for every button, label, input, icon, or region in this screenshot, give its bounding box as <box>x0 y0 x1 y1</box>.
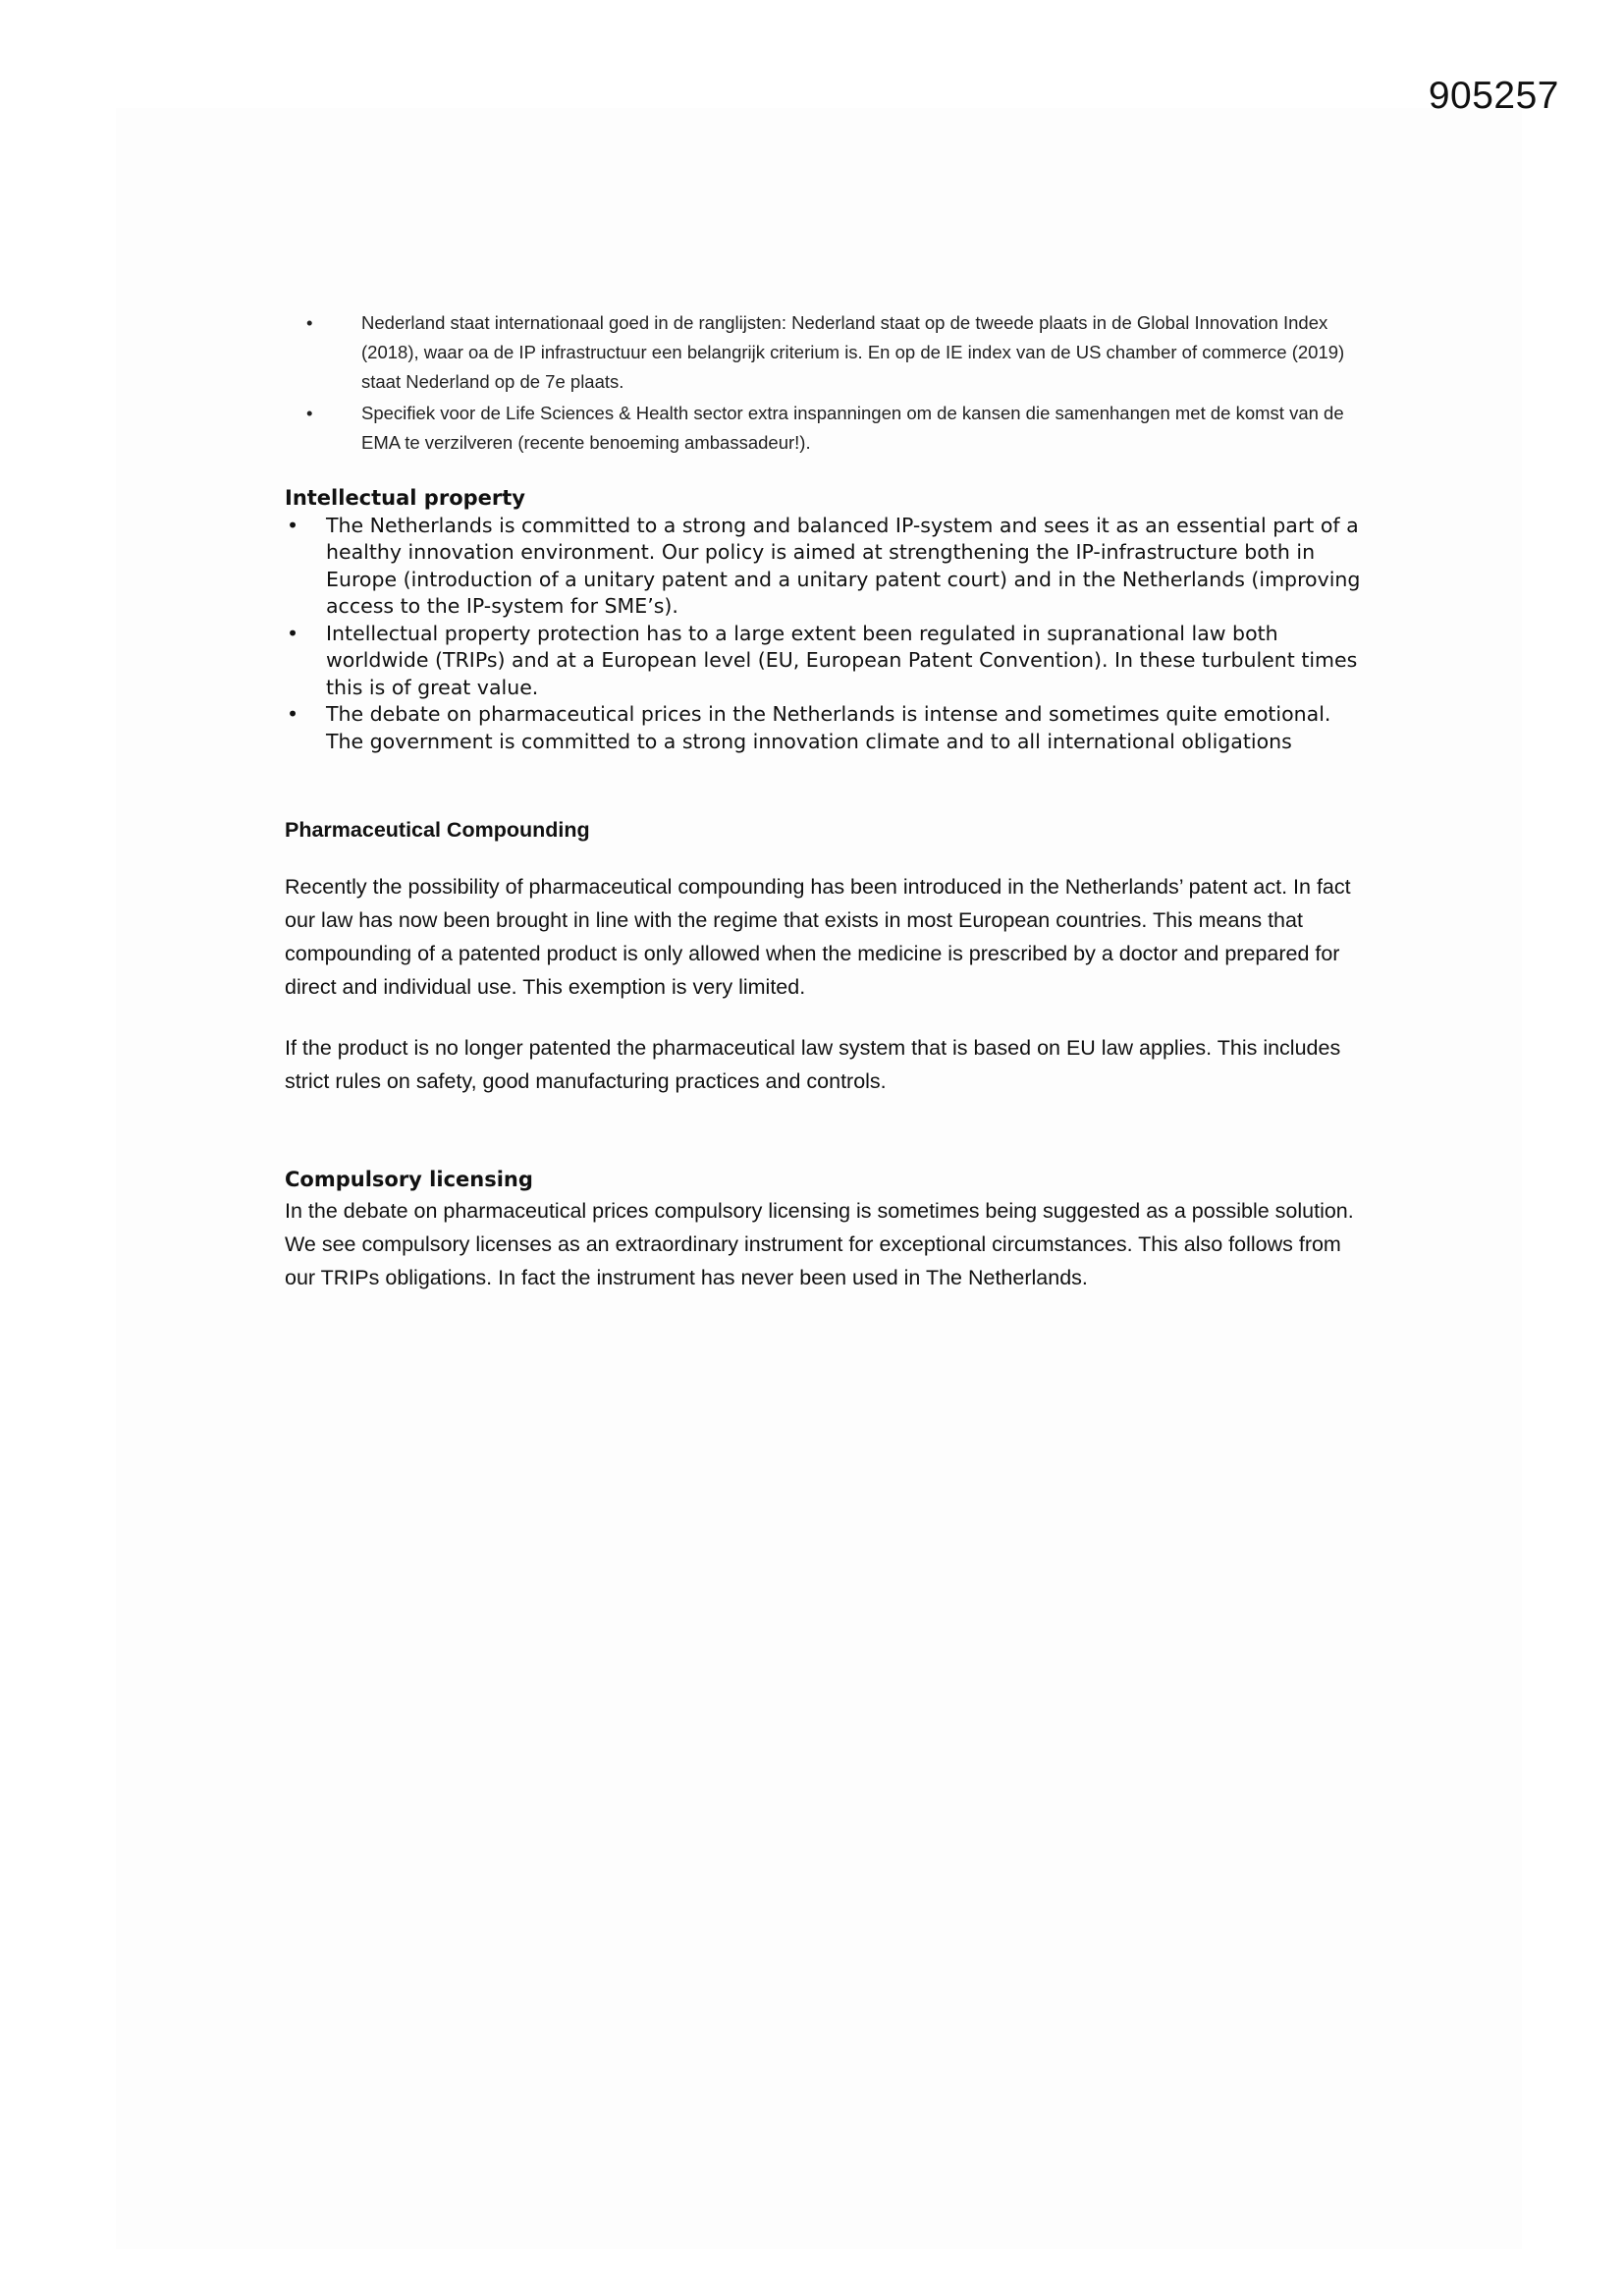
list-item-text: The debate on pharmaceutical prices in the Netherlands is intense and sometimes quite emotional. The government is committed to a strong innovation climate and to all international obligations <box>326 702 1331 753</box>
list-item <box>285 701 1375 755</box>
section-pharmaceutical-compounding <box>285 813 1365 1125</box>
paragraph: If the product is no longer patented the pharmaceutical law system that is based on EU law applies. This includes strict rules on safety, good manufacturing practices and controls. <box>285 1036 1341 1093</box>
dutch-bullet-list <box>306 308 1367 460</box>
list-item-text: The Netherlands is committed to a strong and balanced IP-system and sees it as an essential part of a healthy innovation environment. Our policy is aimed at strengthening the IP-infrastructure both in Europe (introduction of a unitary patent and a unitary patent court) and in the Netherlands (improving access to the IP-system for SME’s). <box>326 513 1361 618</box>
section-heading: Intellectual property <box>285 486 525 510</box>
list-item <box>285 621 1375 702</box>
list-item <box>306 308 1367 397</box>
paragraph: In the debate on pharmaceutical prices compulsory licensing is sometimes being suggested as a possible solution. We see compulsory licenses as an extraordinary instrument for exceptional circumstances. This also follows from our TRIPs obligations. In fact the instrument has never been used in The Netherlands. <box>285 1199 1354 1289</box>
section-heading: Pharmaceutical Compounding <box>285 818 590 842</box>
list-item <box>306 399 1367 458</box>
bullet-icon: • <box>306 312 313 333</box>
section-heading: Compulsory licensing <box>285 1168 533 1191</box>
section-intellectual-property <box>285 485 1375 755</box>
paragraph: Recently the possibility of pharmaceutical compounding has been introduced in the Netherlands’ patent act. In fact our law has now been brought in line with the regime that exists in most European countries. This means that compounding of a patented product is only allowed when the medicine is prescribed by a doctor and prepared for direct and individual use. This exemption is very limited. <box>285 875 1351 999</box>
list-item <box>285 513 1375 621</box>
bullet-icon: • <box>306 403 313 423</box>
section-compulsory-licensing <box>285 1165 1365 1294</box>
bullet-icon: • <box>287 702 299 726</box>
list-item-text: Nederland staat internationaal goed in de ranglijsten: Nederland staat op de tweede plaats in de Global Innovation Index (2018), waar oa de IP infrastructuur een belangrijk criterium is. En op de IE index van de US chamber of commerce (2019) staat Nederland op de 7e plaats. <box>361 312 1345 392</box>
list-item-text: Intellectual property protection has to a large extent been regulated in supranational law both worldwide (TRIPs) and at a European level (EU, European Patent Convention). In these turbulent times this is of great value. <box>326 621 1358 699</box>
list-item-text: Specifiek voor de Life Sciences & Health sector extra inspanningen om de kansen die samenhangen met de komst van de EMA te verzilveren (recente benoeming ambassadeur!). <box>361 403 1344 453</box>
document-number: 905257 <box>1428 75 1559 117</box>
ip-bullet-list <box>285 513 1375 756</box>
bullet-icon: • <box>287 513 299 537</box>
bullet-icon: • <box>287 621 299 645</box>
